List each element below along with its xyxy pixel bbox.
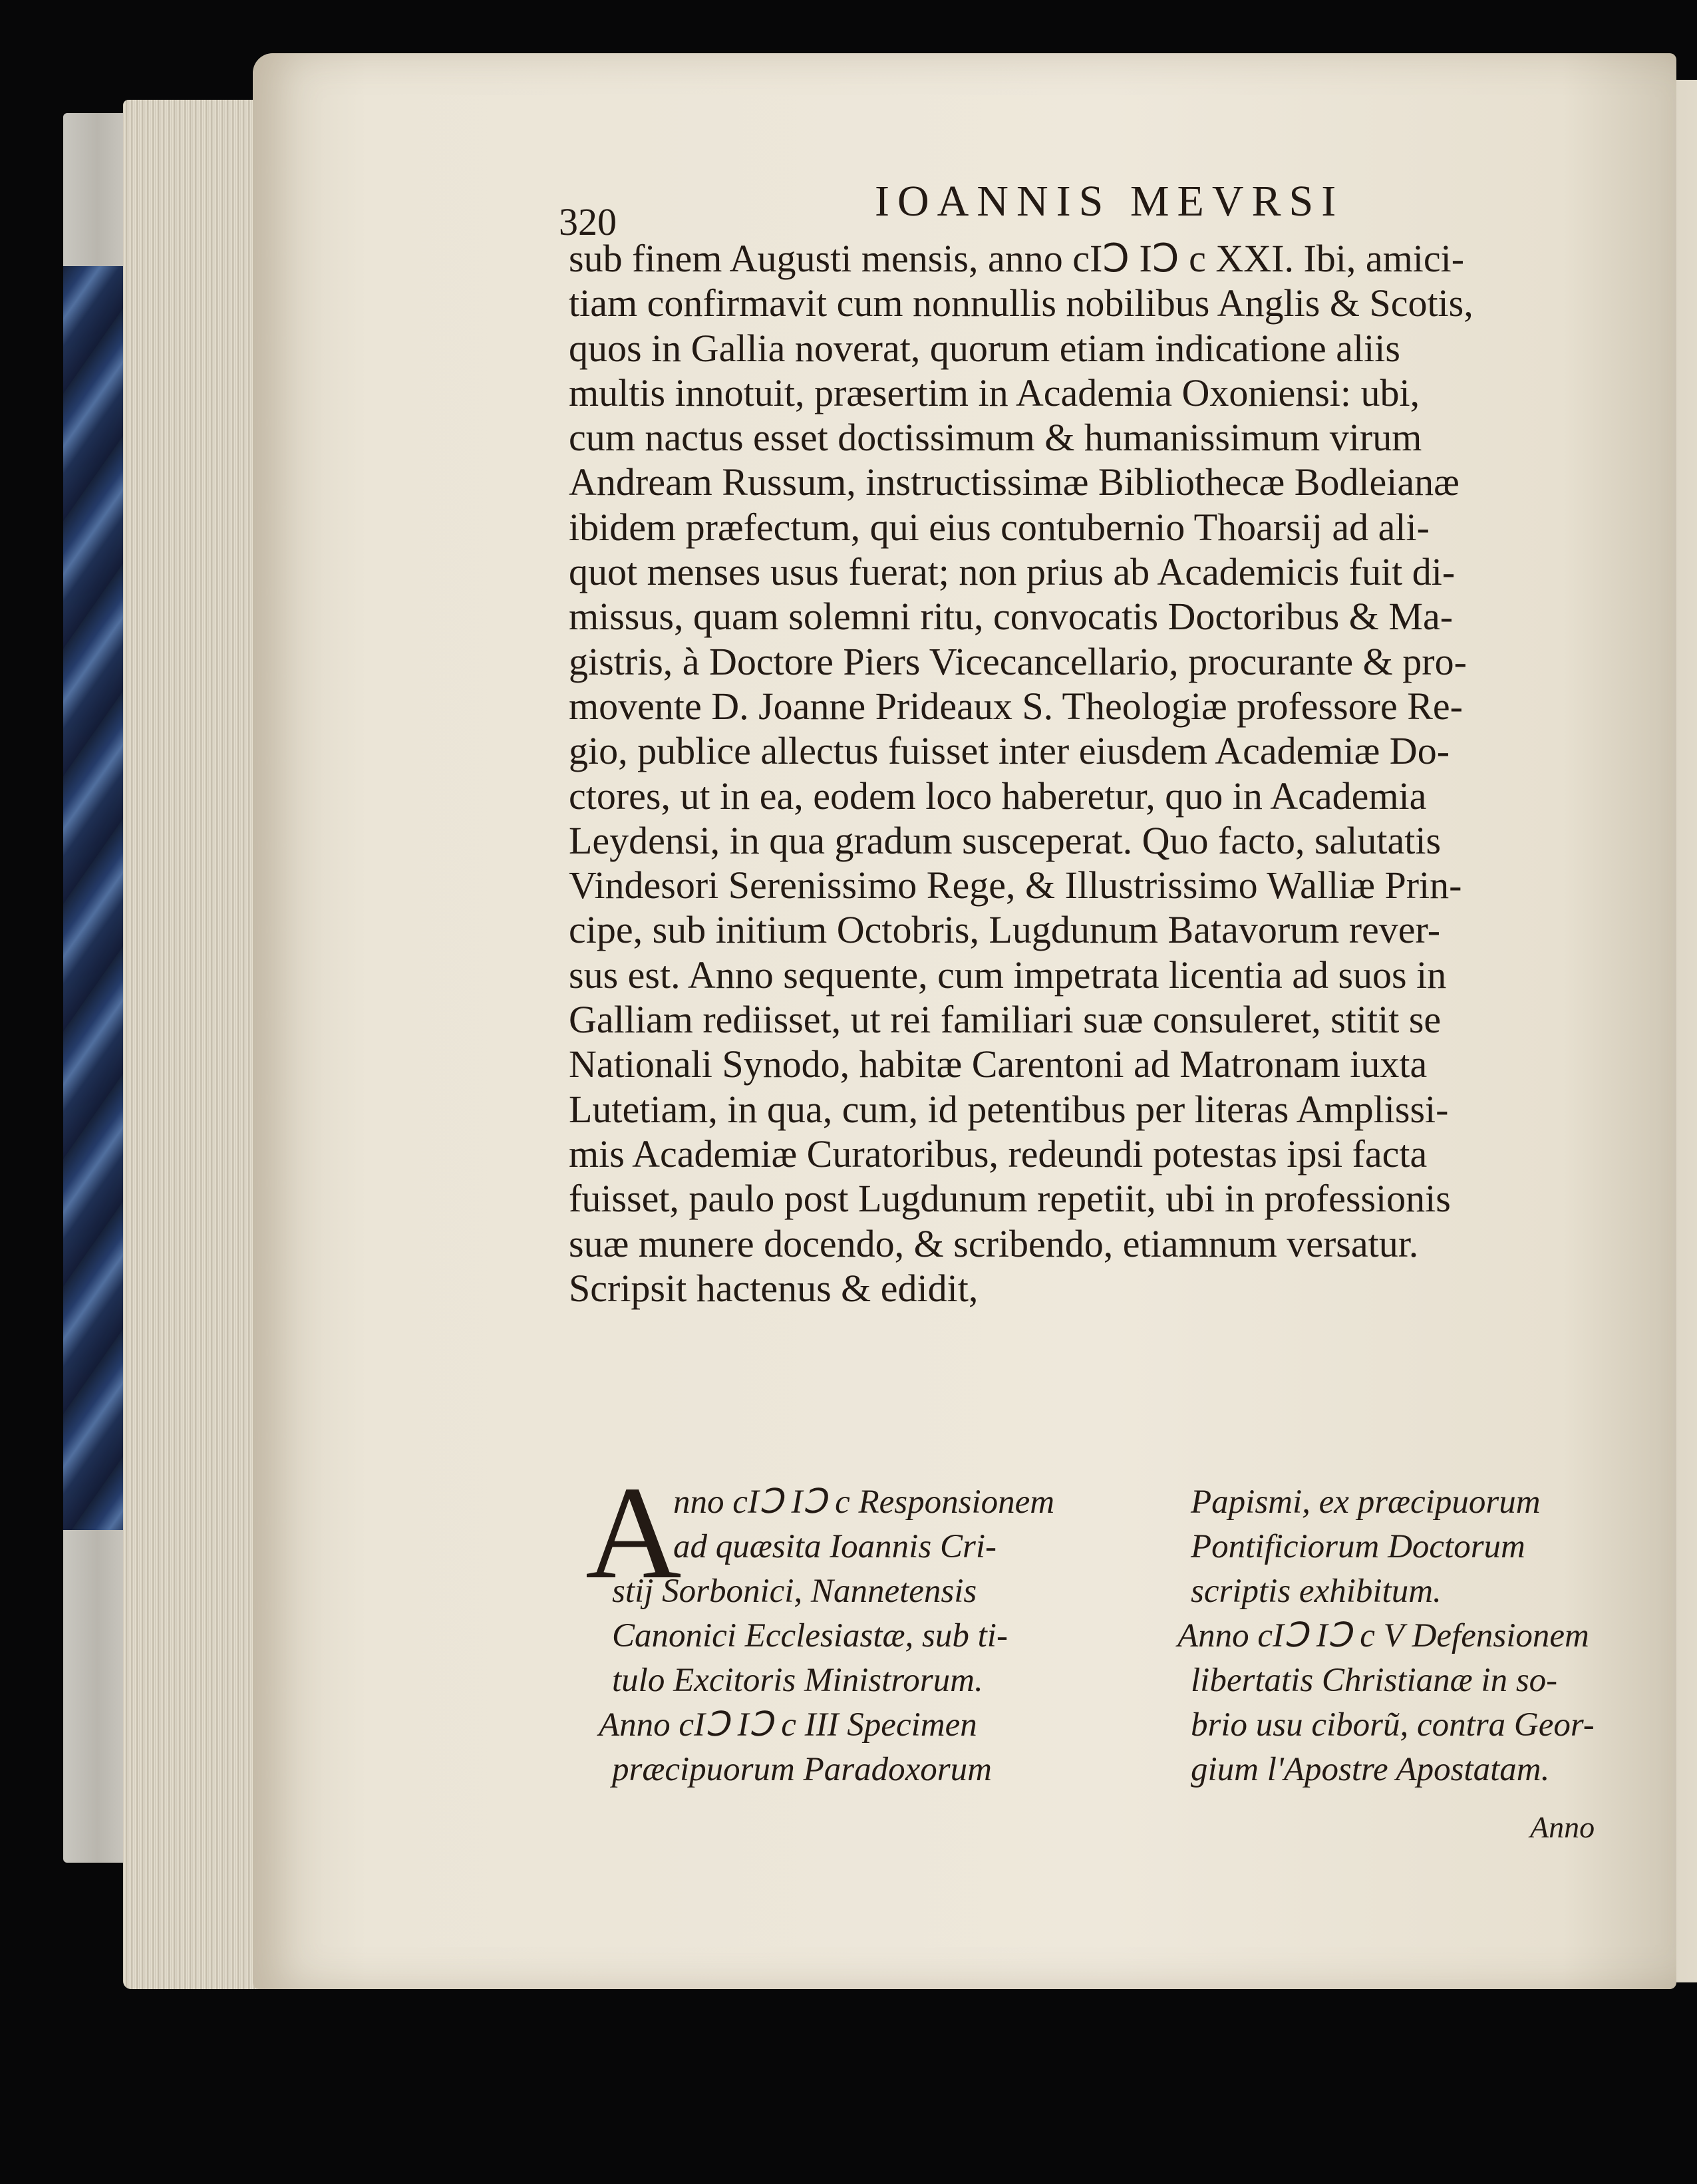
text-line: movente D. Joanne Prideaux S. Theologiæ professore Re- xyxy=(569,684,1463,728)
text-line: sub finem Augusti mensis, anno cIↃ IↃ c XXI. Ibi, amici- xyxy=(569,237,1465,280)
text-line: Leydensi, in qua gradum susceperat. Quo facto, salutatis xyxy=(569,818,1442,862)
text-line: suæ munere docendo, & scribendo, etiamnum versatur. xyxy=(569,1221,1419,1265)
biblio-line: gium l'Apostre Apostatam. xyxy=(1191,1751,1550,1788)
text-line: Vindesori Serenissimo Rege, & Illustrissimo Walliæ Prin- xyxy=(569,863,1462,907)
biblio-line: Canonici Ecclesiastæ, sub ti- xyxy=(612,1617,1008,1654)
biblio-line: Anno cIↃ IↃ c III Specimen xyxy=(599,1706,977,1744)
text-line: tiam confirmavit cum nonnullis nobilibus Anglis & Scotis, xyxy=(569,281,1473,325)
biblio-line: scriptis exhibitum. xyxy=(1191,1573,1442,1610)
text-line: Galliam rediisset, ut rei familiari suæ consuleret, stitit se xyxy=(569,998,1442,1042)
biblio-line: ad quæsita Ioannis Cri- xyxy=(673,1528,997,1565)
text-line: mis Academiæ Curatoribus, redeundi potestas ipsi facta xyxy=(569,1132,1428,1175)
biblio-line: Anno cIↃ IↃ c V Defensionem xyxy=(1177,1617,1589,1654)
text-line: quot menses usus fuerat; non prius ab Academicis fuit di- xyxy=(569,550,1456,594)
text-line: Nationali Synodo, habitæ Carentoni ad Matronam iuxta xyxy=(569,1042,1428,1086)
text-line: quos in Gallia noverat, quorum etiam indicatione aliis xyxy=(569,326,1400,370)
catchword: Anno xyxy=(1530,1810,1595,1844)
text-line: gio, publice allectus fuisset inter eiusdem Academiæ Do- xyxy=(569,729,1450,773)
biblio-line: Pontificiorum Doctorum xyxy=(1191,1528,1525,1565)
text-line: Andream Russum, instructissimæ Bibliothecæ Bodleianæ xyxy=(569,460,1460,504)
text-line: sus est. Anno sequente, cum impetrata licentia ad suos in xyxy=(569,953,1447,997)
text-line: cum nactus esset doctissimum & humanissimum virum xyxy=(569,416,1422,460)
biblio-line: tulo Excitoris Ministrorum. xyxy=(612,1662,983,1699)
text-line: ibidem præfectum, qui eius contubernio Thoarsij ad ali- xyxy=(569,505,1430,549)
biblio-line: libertatis Christianæ in so- xyxy=(1191,1662,1558,1699)
bibliography-left-column xyxy=(599,1480,1124,1792)
bibliography-right-column xyxy=(1177,1480,1603,1792)
text-line: cipe, sub initium Octobris, Lugdunum Batavorum rever- xyxy=(569,908,1441,952)
biblio-line: Papismi, ex præcipuorum xyxy=(1191,1483,1541,1521)
biblio-line: præcipuorum Paradoxorum xyxy=(612,1751,992,1788)
biblio-line: stij Sorbonici, Nannetensis xyxy=(612,1573,977,1610)
text-line: fuisset, paulo post Lugdunum repetiit, ubi in professionis xyxy=(569,1177,1451,1221)
drop-cap: A xyxy=(585,1460,682,1607)
biblio-line: brio usu ciborũ, contra Geor- xyxy=(1191,1706,1595,1744)
text-line: gistris, à Doctore Piers Vicecancellario, procurante & pro- xyxy=(569,639,1467,683)
text-line: Lutetiam, in qua, cum, id petentibus per literas Amplissi- xyxy=(569,1087,1449,1131)
text-line: Scripsit hactenus & edidit, xyxy=(569,1266,979,1310)
running-title: IOANNIS MEVRSI xyxy=(875,177,1344,226)
biblio-line: nno cIↃ IↃ c Responsionem xyxy=(673,1483,1055,1521)
text-line: ctores, ut in ea, eodem loco haberetur, quo in Academia xyxy=(569,774,1427,818)
body-text xyxy=(569,236,1607,1311)
page-number: 320 xyxy=(559,200,617,243)
text-line: missus, quam solemni ritu, convocatis Doctoribus & Ma- xyxy=(569,595,1454,639)
text-line: multis innotuit, præsertim in Academia Oxoniensi: ubi, xyxy=(569,371,1420,414)
